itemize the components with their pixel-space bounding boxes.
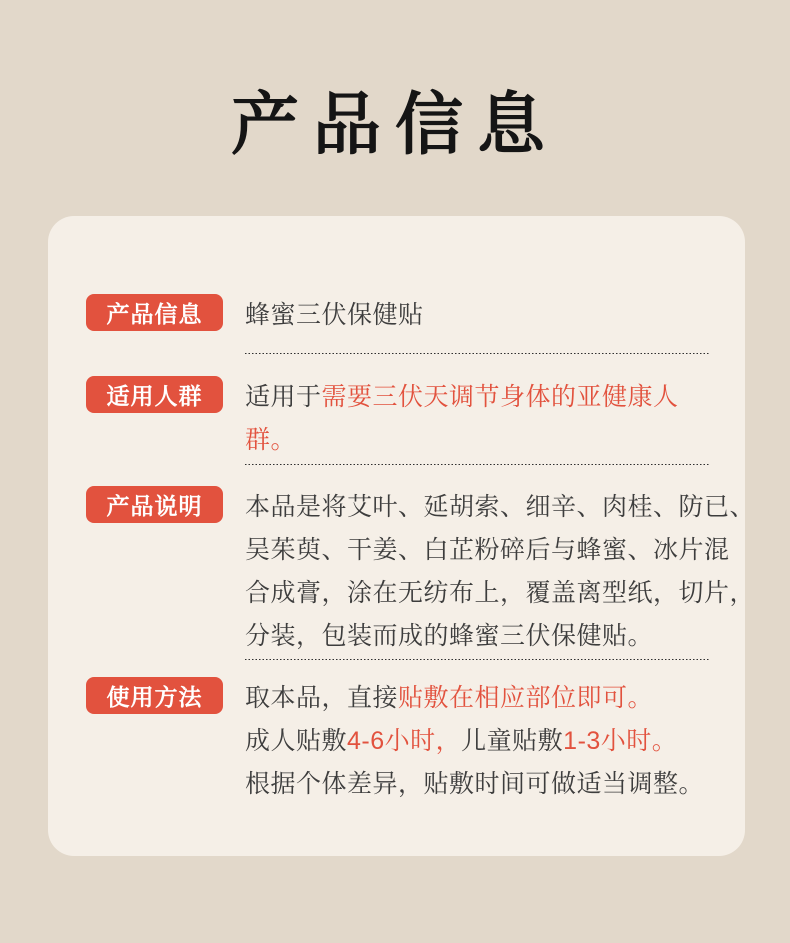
section-product-description [86, 486, 756, 658]
text-run: 适用于 [245, 383, 322, 412]
text-run: 本品是将艾叶、延胡索、细辛、肉桂、防已、 [245, 493, 756, 522]
text-run: 4-6小时， [347, 727, 462, 756]
dotted-divider [245, 353, 710, 354]
text-run: 蜂蜜三伏保健贴 [245, 301, 424, 330]
product-description-content [245, 486, 756, 658]
section-usage-method [86, 677, 715, 806]
text-run: 分装，包装而成的蜂蜜三伏保健贴。 [245, 622, 654, 651]
text-line [245, 419, 715, 462]
text-run: 儿童贴敷 [461, 727, 564, 756]
text-run: 1-3小时。 [563, 727, 678, 756]
text-line [245, 677, 715, 720]
text-line [245, 529, 730, 572]
text-run: 根据个体差异，贴敷时间可做适当调整。 [245, 770, 705, 799]
usage-method-badge: 使用方法 [86, 677, 223, 714]
text-line [245, 294, 715, 337]
text-line [245, 486, 756, 529]
dotted-divider [245, 659, 710, 660]
text-line [245, 615, 715, 658]
product-info-card [48, 216, 756, 856]
text-run: 成人贴敷 [245, 727, 348, 756]
section-product-info [86, 294, 715, 337]
section-target-users [86, 376, 715, 462]
text-run: 群。 [245, 426, 297, 455]
target-users-badge: 适用人群 [86, 376, 223, 413]
dotted-divider [245, 464, 710, 465]
usage-method-content [245, 677, 715, 806]
text-run: 合成膏，涂在无纺布上，覆盖离型纸，切片， [245, 579, 756, 608]
product-info-content [245, 294, 715, 337]
text-run: 贴敷在相应部位即可。 [398, 684, 654, 713]
text-run: 需要三伏天调节身体的亚健康人 [321, 383, 679, 412]
text-line [245, 376, 715, 419]
text-line [245, 720, 715, 763]
text-run: 取本品，直接 [245, 684, 399, 713]
text-line [245, 572, 756, 615]
page-title: 产品信息 [230, 85, 559, 165]
product-description-badge: 产品说明 [86, 486, 223, 523]
text-line [245, 763, 715, 806]
target-users-content [245, 376, 715, 462]
product-info-badge: 产品信息 [86, 294, 223, 331]
text-run: 吴茱萸、干姜、白芷粉碎后与蜂蜜、冰片混 [245, 536, 730, 565]
